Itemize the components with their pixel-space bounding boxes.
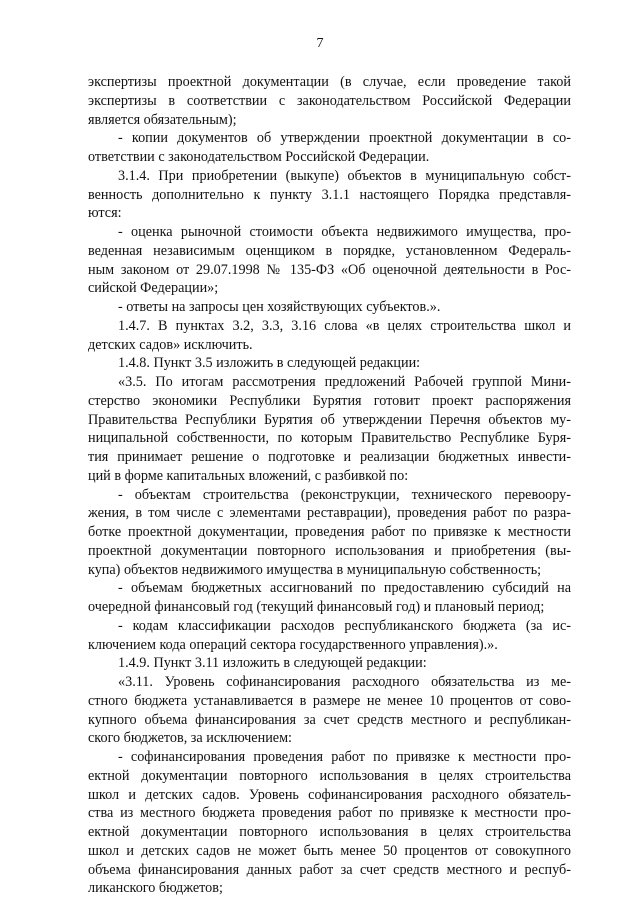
text-line: школ и детских садов. Уровень софинансирования расходного обязатель- — [88, 786, 571, 803]
text-line: школ и детских садов не может быть менее 50 процентов от совокупного — [88, 842, 571, 859]
text-line: ключением кода операций сектора государственного управления).». — [88, 636, 498, 653]
text-line: стерство экономики Республики Бурятия готовит проект распоряжения — [88, 392, 571, 409]
text-line: ций в форме капитальных вложений, с разбивкой по: — [88, 467, 409, 484]
text-line: сийской Федерации»; — [88, 280, 219, 297]
text-line: купа) объектов недвижимого имущества в муниципальную собственность; — [88, 561, 542, 578]
text-line: веденная независимым оценщиком в порядке, установленном Федераль- — [88, 242, 571, 259]
text-line: детских садов» исключить. — [88, 336, 253, 353]
text-line: жения, в том числе с элементами реставрации), проведения работ по разра- — [88, 505, 571, 522]
text-line: ниципальной собственности, по которым Правительство Республике Буря- — [88, 430, 571, 447]
text-line: ского бюджетов, за исключением: — [88, 730, 292, 747]
text-line: - кодам классификации расходов республиканского бюджета (за ис- — [118, 617, 571, 634]
text-line: - софинансирования проведения работ по привязке к местности про- — [118, 749, 571, 765]
text-line: ботке проектной документации, проведения работ по привязке к местности — [88, 524, 571, 540]
text-line: «3.5. По итогам рассмотрения предложений Рабочей группой Мини- — [118, 374, 571, 390]
text-line: - оценка рыночной стоимости объекта недвижимого имущества, про- — [118, 224, 571, 240]
text-line: - объектам строительства (реконструкции, технического перевоору- — [118, 486, 571, 503]
text-line: «3.11. Уровень софинансирования расходного обязательства из ме- — [118, 674, 571, 690]
text-line: Правительства Республики Бурятия об утверждении Перечня объектов му- — [88, 411, 571, 428]
text-line: 3.1.4. При приобретении (выкупе) объектов в муниципальную собст- — [118, 167, 571, 184]
text-line: ектной документации повторного использования в целях строительства — [88, 767, 571, 784]
text-line: 1.4.7. В пунктах 3.2, 3.3, 3.16 слова «в целях строительства школ и — [118, 317, 571, 334]
text-line: купного объема финансирования за счет средств местного и республикан- — [88, 711, 571, 728]
text-line: экспертизы в соответствии с законодательством Российской Федерации — [88, 92, 571, 109]
text-line: объема финансирования данных работ за счет средств местного и респуб- — [88, 861, 571, 878]
text-line: венность дополнительно к пункту 3.1.1 настоящего Порядка представля- — [88, 186, 571, 203]
text-line: ются: — [88, 205, 122, 222]
text-line: ства из местного бюджета проведения работ по привязке к местности про- — [88, 805, 571, 822]
text-line: - ответы на запросы цен хозяйствующих субъектов.». — [118, 299, 441, 315]
text-line: 1.4.8. Пункт 3.5 изложить в следующей редакции: — [118, 355, 421, 372]
text-line: ликанского бюджетов; — [88, 880, 223, 897]
text-line: ным законом от 29.07.1998 № 135-ФЗ «Об оценочной деятельности в Рос- — [88, 261, 571, 278]
text-line: является обязательным); — [88, 111, 237, 128]
text-line: очередной финансовый год (текущий финансовый год) и плановый период; — [88, 599, 545, 615]
text-line: ектной документации повторного использования в целях строительства — [88, 824, 571, 840]
text-line: - копии документов об утверждении проектной документации в со- — [118, 130, 571, 147]
text-line: 1.4.9. Пункт 3.11 изложить в следующей редакции: — [118, 655, 427, 672]
text-line: тия принимает решение о подготовке и реализации бюджетных инвести- — [88, 449, 571, 465]
text-line: проектной документации повторного использования и приобретения (вы- — [88, 542, 571, 559]
text-line: стного бюджета устанавливается в размере не менее 10 процентов от сово- — [88, 692, 571, 709]
text-line: экспертизы проектной документации (в случае, если проведение такой — [88, 74, 571, 90]
text-line: ответствии с законодательством Российской Федерации. — [88, 149, 430, 165]
text-line: - объемам бюджетных ассигнований по предоставлению субсидий на — [118, 580, 571, 597]
page-number: 7 — [316, 36, 324, 51]
